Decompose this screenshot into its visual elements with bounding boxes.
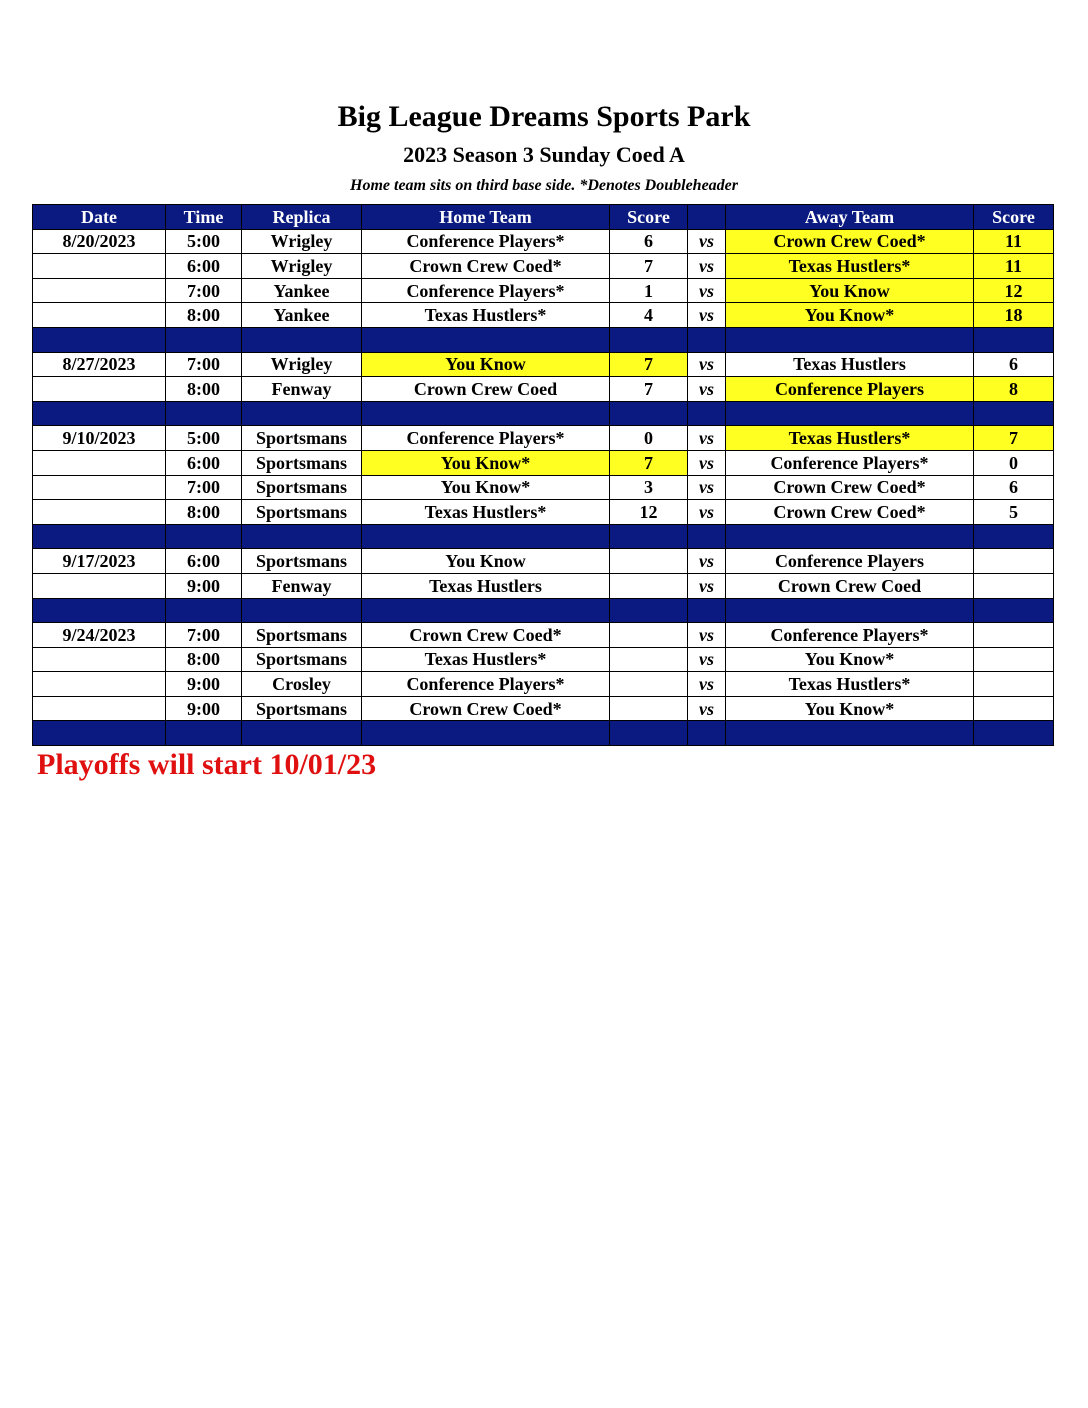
game-replica: Wrigley [242,229,362,254]
away-team: Crown Crew Coed* [726,229,974,254]
home-score: 1 [610,278,688,303]
separator-cell [166,327,242,352]
col-header-date: Date [33,205,166,230]
game-date [33,500,166,525]
away-team: You Know [726,278,974,303]
col-header-home-team: Home Team [362,205,610,230]
home-score: 7 [610,377,688,402]
game-date: 8/27/2023 [33,352,166,377]
separator-cell [33,327,166,352]
home-team: Conference Players* [362,426,610,451]
separator-cell [166,598,242,623]
away-score [974,696,1054,721]
game-date [33,647,166,672]
table-row [33,475,1054,500]
separator-cell [242,524,362,549]
home-score: 0 [610,426,688,451]
vs-label: vs [688,377,726,402]
away-team: You Know* [726,303,974,328]
game-replica: Yankee [242,303,362,328]
away-score: 0 [974,450,1054,475]
away-score [974,573,1054,598]
separator-cell [726,721,974,746]
game-replica: Sportsmans [242,500,362,525]
vs-label: vs [688,254,726,279]
col-header-replica: Replica [242,205,362,230]
game-time: 8:00 [166,647,242,672]
game-date [33,254,166,279]
away-team: Conference Players* [726,450,974,475]
home-team: You Know [362,352,610,377]
separator-row [33,721,1054,746]
vs-label: vs [688,450,726,475]
home-team: Texas Hustlers* [362,647,610,672]
game-replica: Wrigley [242,352,362,377]
away-score: 7 [974,426,1054,451]
game-replica: Sportsmans [242,450,362,475]
vs-label: vs [688,647,726,672]
separator-cell [33,598,166,623]
separator-cell [166,721,242,746]
table-row [33,450,1054,475]
home-team: You Know* [362,475,610,500]
game-time: 6:00 [166,450,242,475]
separator-cell [166,401,242,426]
home-score [610,623,688,648]
vs-label: vs [688,426,726,451]
game-replica: Sportsmans [242,696,362,721]
game-replica: Fenway [242,573,362,598]
home-team: Crown Crew Coed* [362,696,610,721]
schedule-note: Home team sits on third base side. *Denotes Doubleheader [350,177,738,194]
separator-cell [688,327,726,352]
separator-cell [242,401,362,426]
game-time: 5:00 [166,426,242,451]
away-team: You Know* [726,647,974,672]
separator-cell [610,598,688,623]
table-row [33,672,1054,697]
away-score [974,647,1054,672]
game-time: 8:00 [166,500,242,525]
home-score: 12 [610,500,688,525]
game-time: 9:00 [166,696,242,721]
game-replica: Sportsmans [242,426,362,451]
home-score: 7 [610,352,688,377]
away-score: 6 [974,475,1054,500]
game-date: 9/24/2023 [33,623,166,648]
away-score [974,623,1054,648]
away-team: You Know* [726,696,974,721]
home-score: 6 [610,229,688,254]
vs-label: vs [688,623,726,648]
separator-cell [974,524,1054,549]
col-header-vs [688,205,726,230]
separator-cell [362,524,610,549]
away-team: Texas Hustlers* [726,426,974,451]
game-time: 9:00 [166,672,242,697]
separator-cell [974,327,1054,352]
game-time: 7:00 [166,623,242,648]
game-time: 8:00 [166,303,242,328]
game-replica: Sportsmans [242,475,362,500]
separator-cell [610,327,688,352]
separator-cell [362,721,610,746]
vs-label: vs [688,500,726,525]
away-team: Conference Players [726,377,974,402]
game-replica: Wrigley [242,254,362,279]
table-row [33,696,1054,721]
home-team: You Know [362,549,610,574]
separator-cell [726,327,974,352]
table-row [33,377,1054,402]
game-date [33,377,166,402]
game-date: 8/20/2023 [33,229,166,254]
game-date [33,672,166,697]
away-team: Crown Crew Coed* [726,500,974,525]
game-time: 6:00 [166,254,242,279]
away-score: 5 [974,500,1054,525]
vs-label: vs [688,672,726,697]
game-time: 8:00 [166,377,242,402]
game-time: 7:00 [166,475,242,500]
table-row [33,500,1054,525]
home-team: Texas Hustlers [362,573,610,598]
home-team: You Know* [362,450,610,475]
vs-label: vs [688,303,726,328]
table-row [33,647,1054,672]
vs-label: vs [688,229,726,254]
game-time: 9:00 [166,573,242,598]
game-time: 5:00 [166,229,242,254]
away-team: Texas Hustlers [726,352,974,377]
table-row [33,623,1054,648]
separator-cell [610,721,688,746]
home-score [610,696,688,721]
table-row [33,426,1054,451]
home-score [610,573,688,598]
separator-cell [688,721,726,746]
home-team: Texas Hustlers* [362,500,610,525]
home-team: Conference Players* [362,672,610,697]
separator-cell [242,598,362,623]
separator-cell [242,327,362,352]
game-date [33,450,166,475]
schedule-table [32,204,1054,746]
home-score: 4 [610,303,688,328]
home-team: Crown Crew Coed* [362,623,610,648]
separator-cell [726,524,974,549]
table-row [33,549,1054,574]
home-score [610,672,688,697]
separator-row [33,327,1054,352]
away-team: Texas Hustlers* [726,254,974,279]
table-header-row [33,205,1054,230]
separator-cell [726,598,974,623]
game-date [33,303,166,328]
separator-cell [688,598,726,623]
away-team: Crown Crew Coed* [726,475,974,500]
table-row [33,352,1054,377]
table-row [33,229,1054,254]
table-row [33,573,1054,598]
away-team: Texas Hustlers* [726,672,974,697]
away-team: Conference Players [726,549,974,574]
page-subtitle: 2023 Season 3 Sunday Coed A [403,142,685,167]
separator-cell [33,721,166,746]
separator-cell [688,524,726,549]
col-header-away-score: Score [974,205,1054,230]
game-replica: Yankee [242,278,362,303]
playoffs-notice: Playoffs will start 10/01/23 [37,748,377,781]
table-row [33,303,1054,328]
game-replica: Crosley [242,672,362,697]
away-team: Conference Players* [726,623,974,648]
game-replica: Sportsmans [242,647,362,672]
away-score: 11 [974,229,1054,254]
vs-label: vs [688,696,726,721]
table-row [33,254,1054,279]
game-replica: Sportsmans [242,549,362,574]
game-time: 6:00 [166,549,242,574]
away-score [974,549,1054,574]
game-replica: Fenway [242,377,362,402]
away-score: 11 [974,254,1054,279]
separator-cell [166,524,242,549]
separator-cell [242,721,362,746]
page-title: Big League Dreams Sports Park [337,100,751,133]
col-header-away-team: Away Team [726,205,974,230]
game-date [33,475,166,500]
vs-label: vs [688,475,726,500]
away-team: Crown Crew Coed [726,573,974,598]
game-time: 7:00 [166,278,242,303]
away-score [974,672,1054,697]
home-team: Crown Crew Coed* [362,254,610,279]
away-score: 8 [974,377,1054,402]
col-header-home-score: Score [610,205,688,230]
game-date [33,573,166,598]
vs-label: vs [688,278,726,303]
away-score: 18 [974,303,1054,328]
separator-cell [362,598,610,623]
separator-row [33,598,1054,623]
home-team: Conference Players* [362,278,610,303]
home-score [610,647,688,672]
game-date [33,278,166,303]
schedule-body [33,229,1054,745]
separator-cell [610,401,688,426]
home-team: Conference Players* [362,229,610,254]
home-score [610,549,688,574]
separator-cell [974,401,1054,426]
game-date: 9/10/2023 [33,426,166,451]
vs-label: vs [688,573,726,598]
separator-cell [33,524,166,549]
home-score: 7 [610,450,688,475]
game-date [33,696,166,721]
separator-cell [688,401,726,426]
game-date: 9/17/2023 [33,549,166,574]
table-row [33,278,1054,303]
home-score: 7 [610,254,688,279]
separator-cell [726,401,974,426]
game-replica: Sportsmans [242,623,362,648]
vs-label: vs [688,352,726,377]
game-time: 7:00 [166,352,242,377]
separator-row [33,524,1054,549]
away-score: 6 [974,352,1054,377]
separator-cell [362,401,610,426]
vs-label: vs [688,549,726,574]
home-team: Texas Hustlers* [362,303,610,328]
separator-cell [610,524,688,549]
separator-cell [362,327,610,352]
col-header-time: Time [166,205,242,230]
separator-cell [974,598,1054,623]
separator-row [33,401,1054,426]
home-team: Crown Crew Coed [362,377,610,402]
separator-cell [33,401,166,426]
away-score: 12 [974,278,1054,303]
home-score: 3 [610,475,688,500]
separator-cell [974,721,1054,746]
